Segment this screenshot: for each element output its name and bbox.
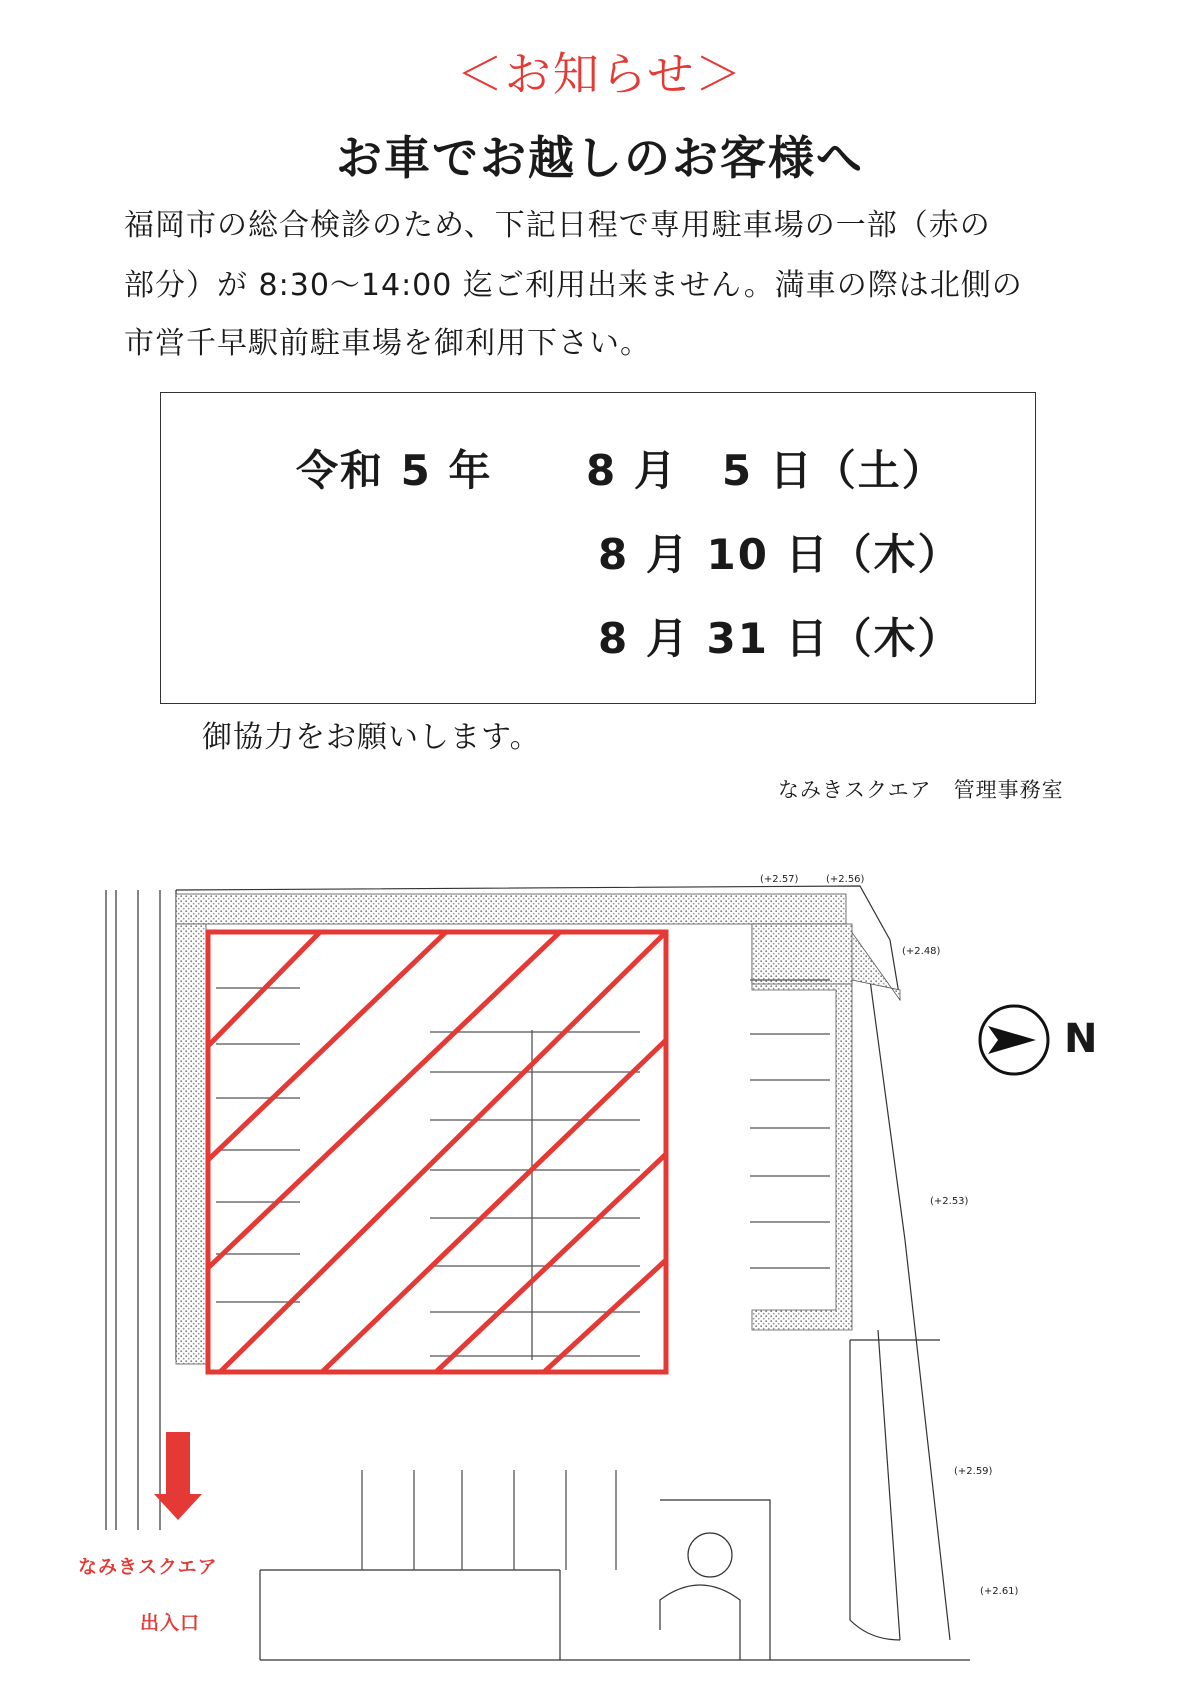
date-1: 8 月 5 日（土）	[586, 446, 946, 495]
elevation-label: (+2.61)	[980, 1586, 1019, 1597]
elevation-label: (+2.56)	[826, 874, 865, 885]
north-arrow-icon	[980, 1006, 1048, 1074]
elevation-label: (+2.48)	[902, 946, 941, 957]
body-line-2: 部分）が 8:30～14:00 迄ご利用出来ません。満車の際は北側の	[124, 268, 1023, 303]
entrance-label-sub: 出入口	[140, 1612, 201, 1634]
body-line-1: 福岡市の総合検診のため、下記日程で専用駐車場の一部（赤の	[124, 208, 991, 243]
page-title: お車でお越しのお客様へ	[336, 131, 864, 185]
era-year: 令和 5 年	[296, 446, 493, 495]
date-2: 8 月 10 日（木）	[598, 530, 962, 579]
elevation-label: (+2.57)	[760, 874, 799, 885]
cooperation-text: 御協力をお願いします。	[202, 720, 541, 755]
restricted-area	[208, 932, 666, 1372]
entrance-arrow	[154, 1432, 202, 1520]
parking-stalls	[216, 980, 830, 1570]
north-label: N	[1064, 1016, 1098, 1062]
elevation-label: (+2.53)	[930, 1196, 969, 1207]
date-3: 8 月 31 日（木）	[598, 614, 962, 663]
office-name: なみきスクエア 管理事務室	[778, 778, 1064, 802]
body-line-3: 市営千早駅前駐車場を御利用下さい。	[124, 326, 651, 361]
entrance-label: なみきスクエア	[78, 1556, 218, 1578]
elevation-label: (+2.59)	[954, 1466, 993, 1477]
notice-heading: ＜お知らせ＞	[456, 47, 744, 101]
